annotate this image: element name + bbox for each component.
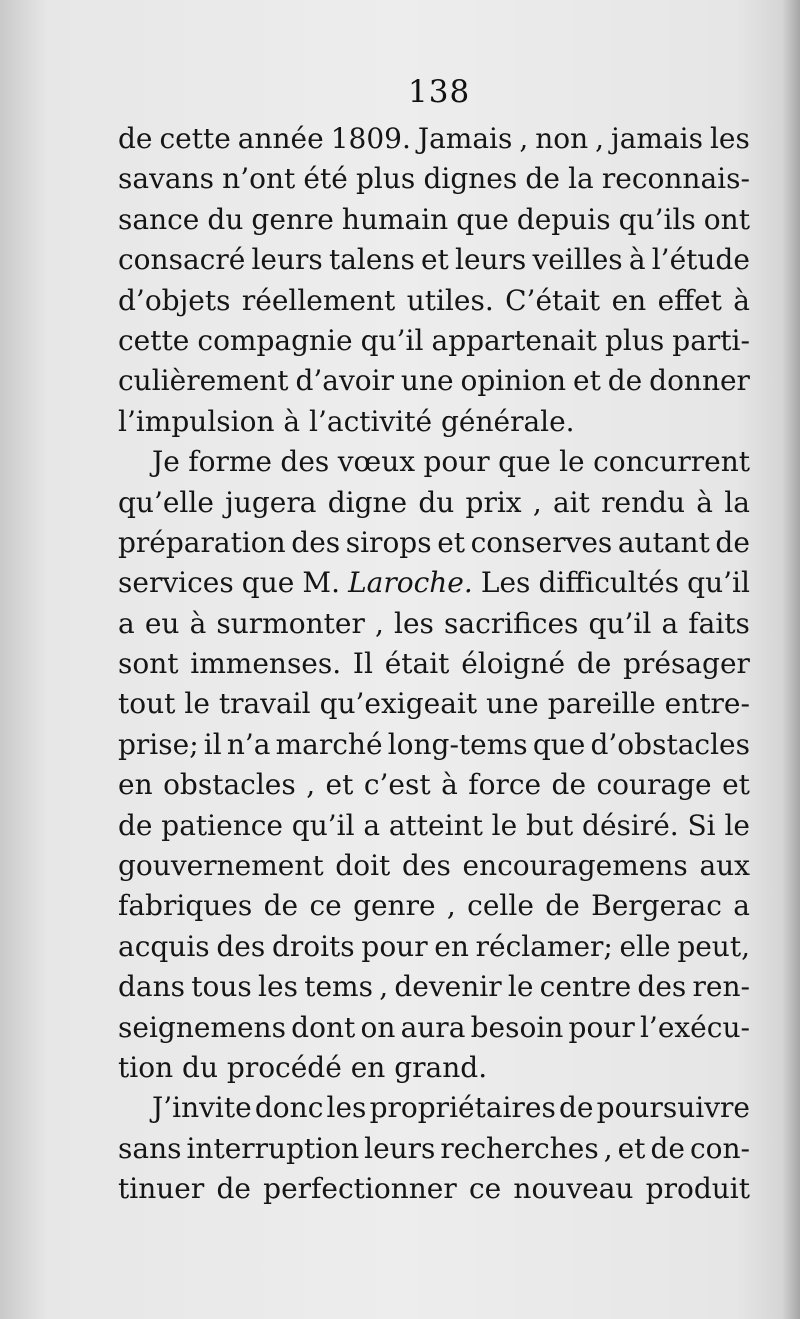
- text-word: Il: [352, 647, 373, 681]
- text-word: l’étude: [651, 243, 750, 277]
- text-word: pour: [361, 929, 428, 963]
- text-word: la: [724, 485, 750, 519]
- text-word: patience: [161, 808, 283, 842]
- text-word: il: [203, 727, 222, 761]
- text-word: d’avoir: [295, 364, 395, 398]
- text-word: d’objets: [118, 283, 231, 317]
- text-word: acquis: [118, 929, 210, 963]
- text-word: tion: [118, 1050, 174, 1084]
- text-word: pour: [568, 1010, 635, 1044]
- text-word: centre: [539, 970, 632, 1004]
- text-word: que: [532, 727, 586, 761]
- text-word: le: [724, 808, 750, 842]
- text-word: à: [733, 283, 750, 317]
- text-word: ce: [309, 889, 342, 923]
- text-line: [118, 846, 750, 886]
- text-word: jugera: [225, 485, 317, 519]
- text-word: dont: [291, 1010, 356, 1044]
- text-word: reconnais-: [601, 162, 750, 196]
- text-word: travail: [218, 687, 311, 721]
- text-word: qu’exigeait: [319, 687, 478, 721]
- text-word: but: [526, 808, 574, 842]
- text-word: recherches: [440, 1131, 599, 1165]
- text-word: et: [420, 243, 449, 277]
- text-line: [118, 684, 750, 724]
- text-word: concurrent: [593, 445, 750, 479]
- text-word: ,: [595, 122, 605, 155]
- text-word: J’invite: [152, 1091, 252, 1125]
- text-word: difficultés: [538, 566, 680, 600]
- text-word: savans: [118, 162, 214, 196]
- text-word: effet: [657, 283, 722, 317]
- text-word: conserves: [470, 525, 613, 559]
- text-word: d’obstacles: [590, 727, 750, 761]
- text-word: plus: [604, 323, 665, 357]
- text-word: une: [486, 687, 539, 721]
- text-line: [118, 1129, 750, 1169]
- text-word: que: [456, 202, 509, 236]
- text-word: entre-: [664, 687, 750, 721]
- text-word: courage: [596, 768, 712, 802]
- text-word: 1809.: [330, 122, 411, 155]
- text-word: qu’elle: [118, 485, 214, 519]
- text-word: du: [207, 202, 244, 236]
- text-word: qu’ils: [618, 202, 696, 236]
- text-word: de: [118, 808, 153, 842]
- text-word: n’ont: [222, 162, 296, 196]
- text-word: interruption: [186, 1131, 360, 1165]
- text-word: cette: [118, 323, 190, 357]
- text-word: de: [525, 162, 560, 196]
- text-word: a: [118, 606, 135, 640]
- text-word: nouveau: [513, 1172, 634, 1206]
- text-word: tinuer: [118, 1172, 205, 1206]
- text-line: [118, 240, 750, 280]
- text-word: ,: [306, 768, 316, 802]
- text-word: désiré.: [582, 808, 679, 842]
- text-word: générale.: [440, 404, 575, 438]
- text-word: les: [326, 1091, 367, 1125]
- text-word: surmonter: [216, 606, 365, 640]
- text-line: [118, 361, 750, 401]
- text-word: en: [118, 768, 153, 802]
- text-word: services: [118, 566, 234, 600]
- text-word: ,: [519, 122, 529, 155]
- text-word: tout: [118, 687, 176, 721]
- text-word: poursuivre: [596, 1091, 750, 1125]
- text-word: le: [184, 687, 210, 721]
- text-line: [118, 886, 750, 926]
- text-word: grand.: [394, 1050, 488, 1084]
- text-word: que: [241, 566, 295, 600]
- text-word: et: [325, 768, 354, 802]
- text-word: ,: [532, 485, 542, 519]
- text-word: cette: [159, 122, 231, 155]
- text-word: qu’il: [291, 808, 355, 842]
- text-word: Les: [480, 566, 531, 600]
- text-word: à: [628, 243, 646, 277]
- text-word: de: [545, 889, 580, 923]
- text-line: [118, 1008, 750, 1048]
- text-word: a: [661, 606, 679, 640]
- text-word: encouragemens: [462, 849, 688, 883]
- text-word: atteint: [388, 808, 483, 842]
- text-word: produit: [645, 1172, 750, 1206]
- text-word: elle: [619, 929, 671, 963]
- text-word: de: [551, 768, 587, 802]
- text-word: besoin: [470, 1010, 564, 1044]
- text-word: présager: [623, 647, 750, 681]
- text-word: parti-: [672, 323, 750, 357]
- text-line: [118, 806, 750, 846]
- text-word: leurs: [454, 243, 527, 277]
- text-word: utiles.: [406, 283, 494, 317]
- text-word: a: [733, 889, 750, 923]
- text-word: réclamer;: [475, 929, 613, 963]
- text-word: opinion: [460, 364, 567, 398]
- text-word: procédé: [226, 1050, 342, 1084]
- text-word: ,: [603, 1131, 613, 1165]
- text-word: de: [715, 525, 750, 559]
- text-word: à: [696, 485, 713, 519]
- text-word: l’exécu-: [639, 1010, 750, 1044]
- text-word: pour: [423, 445, 490, 479]
- text-word: de: [576, 647, 612, 681]
- text-line: [118, 442, 750, 482]
- text-word: en: [611, 283, 647, 317]
- text-word: Bergerac: [591, 889, 722, 923]
- text-line: [118, 321, 750, 361]
- text-line: [118, 725, 750, 765]
- text-word: ,: [379, 970, 389, 1004]
- text-line: [118, 604, 750, 644]
- text-word: autant: [617, 525, 710, 559]
- text-word: les: [709, 122, 750, 155]
- text-line: [118, 927, 750, 967]
- text-word: en: [350, 1050, 386, 1084]
- text-word: prix: [465, 485, 522, 519]
- text-word: digne: [327, 485, 408, 519]
- text-word: les: [393, 606, 434, 640]
- text-word: pareille: [547, 687, 656, 721]
- text-word: de: [607, 364, 643, 398]
- text-word: Si: [687, 808, 716, 842]
- text-line: [118, 644, 750, 684]
- text-word: été: [303, 162, 348, 196]
- text-line: [118, 967, 750, 1007]
- text-word: en: [434, 929, 469, 963]
- text-word: faits: [688, 606, 750, 640]
- text-word: tems: [304, 970, 373, 1004]
- text-word: genre: [251, 202, 334, 236]
- text-word: Je: [152, 445, 180, 479]
- text-word: c’est: [363, 768, 431, 802]
- text-word: et: [722, 768, 750, 802]
- text-word: perfectionner: [263, 1172, 457, 1206]
- text-word: con-: [689, 1131, 750, 1165]
- text-line: [118, 1169, 750, 1209]
- text-word: appartenait: [431, 323, 597, 357]
- text-word: de: [263, 889, 299, 923]
- text-word: qu’il: [687, 566, 750, 600]
- text-word: culièrement: [118, 364, 289, 398]
- text-word: qu’il: [360, 323, 424, 357]
- text-word: prise;: [118, 727, 199, 761]
- text-word: doit: [335, 849, 391, 883]
- text-word: des: [291, 525, 341, 559]
- text-word: sont: [118, 647, 179, 681]
- text-word: ren-: [692, 970, 750, 1004]
- text-word: aux: [699, 849, 750, 883]
- text-word: était: [384, 647, 450, 681]
- text-word: rendu: [601, 485, 686, 519]
- text-word: obstacles: [163, 768, 296, 802]
- text-word: ont: [703, 202, 750, 236]
- text-word: sans: [118, 1131, 182, 1165]
- text-line: [118, 119, 750, 159]
- text-word: le: [507, 970, 534, 1004]
- text-word: sirops: [345, 525, 432, 559]
- text-word: à: [283, 404, 301, 438]
- text-word: réellement: [241, 283, 396, 317]
- text-word: ce: [468, 1172, 502, 1206]
- text-word: aura: [400, 1010, 466, 1044]
- text-line: [118, 523, 750, 563]
- text-word: humain: [341, 202, 449, 236]
- text-word: des: [401, 849, 451, 883]
- text-word: et: [617, 1131, 646, 1165]
- text-word: seignemens: [118, 1010, 286, 1044]
- text-word: propriétaires: [369, 1091, 556, 1125]
- text-line: [118, 200, 750, 240]
- text-word: immenses.: [190, 647, 342, 681]
- text-word: marché: [275, 727, 383, 761]
- text-word: consacré: [118, 243, 246, 277]
- text-line: [118, 1088, 750, 1128]
- text-word: plus: [355, 162, 416, 196]
- text-word: on: [360, 1010, 396, 1044]
- text-word: l’impulsion: [118, 404, 275, 438]
- text-word: de: [118, 122, 153, 155]
- text-line: [118, 1048, 750, 1088]
- text-word: éloigné: [461, 647, 566, 681]
- text-word: les: [258, 970, 298, 1004]
- text-word: droits: [271, 929, 355, 963]
- body-text: [118, 119, 750, 1210]
- text-word: le: [559, 445, 585, 479]
- text-word: dans: [118, 970, 186, 1004]
- text-word: la: [568, 162, 594, 196]
- text-word: sance: [118, 202, 200, 236]
- text-word: force: [468, 768, 542, 802]
- text-word: ,: [446, 889, 456, 923]
- text-word: sacrifices: [444, 606, 579, 640]
- text-word: que: [498, 445, 551, 479]
- text-word: C’était: [505, 283, 601, 317]
- text-word: compagnie: [197, 323, 353, 357]
- text-word: le: [491, 808, 518, 842]
- text-word: l’activité: [309, 404, 433, 438]
- text-word: eu: [144, 606, 180, 640]
- text-word: forme: [188, 445, 272, 479]
- text-word: Laroche.: [348, 566, 473, 600]
- text-word: genre: [353, 889, 436, 923]
- page-edge-shadow: [782, 0, 800, 1319]
- text-word: depuis: [516, 202, 611, 236]
- text-word: devenir: [394, 970, 502, 1004]
- text-word: vœux: [337, 445, 416, 479]
- text-word: préparation: [118, 525, 286, 559]
- text-word: gouvernement: [118, 849, 324, 883]
- page-number: 138: [408, 74, 471, 110]
- text-word: du: [182, 1050, 218, 1084]
- text-word: dignes: [423, 162, 518, 196]
- text-word: qu’il: [588, 606, 652, 640]
- text-word: leurs: [251, 243, 323, 277]
- text-word: non: [535, 122, 589, 155]
- text-word: à: [441, 768, 458, 802]
- text-line: [118, 402, 750, 442]
- text-word: et: [573, 364, 601, 398]
- text-word: ,: [374, 606, 384, 640]
- text-line: [118, 563, 750, 603]
- text-word: des: [637, 970, 687, 1004]
- text-line: [118, 281, 750, 321]
- text-word: talens: [328, 243, 415, 277]
- text-word: de: [650, 1131, 685, 1165]
- text-word: de: [558, 1091, 594, 1125]
- text-line: [118, 159, 750, 199]
- text-word: a: [363, 808, 381, 842]
- text-word: M.: [302, 566, 340, 600]
- text-word: leurs: [364, 1131, 436, 1165]
- text-word: ait: [552, 485, 590, 519]
- text-word: une: [400, 364, 454, 398]
- text-line: [118, 765, 750, 805]
- text-word: et: [437, 525, 466, 559]
- text-word: Jamais: [417, 122, 513, 155]
- text-word: fabriques: [118, 889, 253, 923]
- text-word: peut,: [677, 929, 750, 963]
- text-word: donner: [649, 364, 750, 398]
- text-word: celle: [467, 889, 534, 923]
- text-word: des: [216, 929, 266, 963]
- text-word: année: [237, 122, 324, 155]
- text-word: du: [418, 485, 455, 519]
- text-word: jamais: [611, 122, 703, 155]
- text-word: tous: [191, 970, 252, 1004]
- text-word: donc: [254, 1091, 324, 1125]
- text-word: de: [216, 1172, 251, 1206]
- text-word: long-tems: [387, 727, 528, 761]
- text-word: à: [189, 606, 207, 640]
- text-line: [118, 483, 750, 523]
- text-word: veilles: [532, 243, 623, 277]
- text-word: des: [280, 445, 330, 479]
- text-word: n’a: [226, 727, 271, 761]
